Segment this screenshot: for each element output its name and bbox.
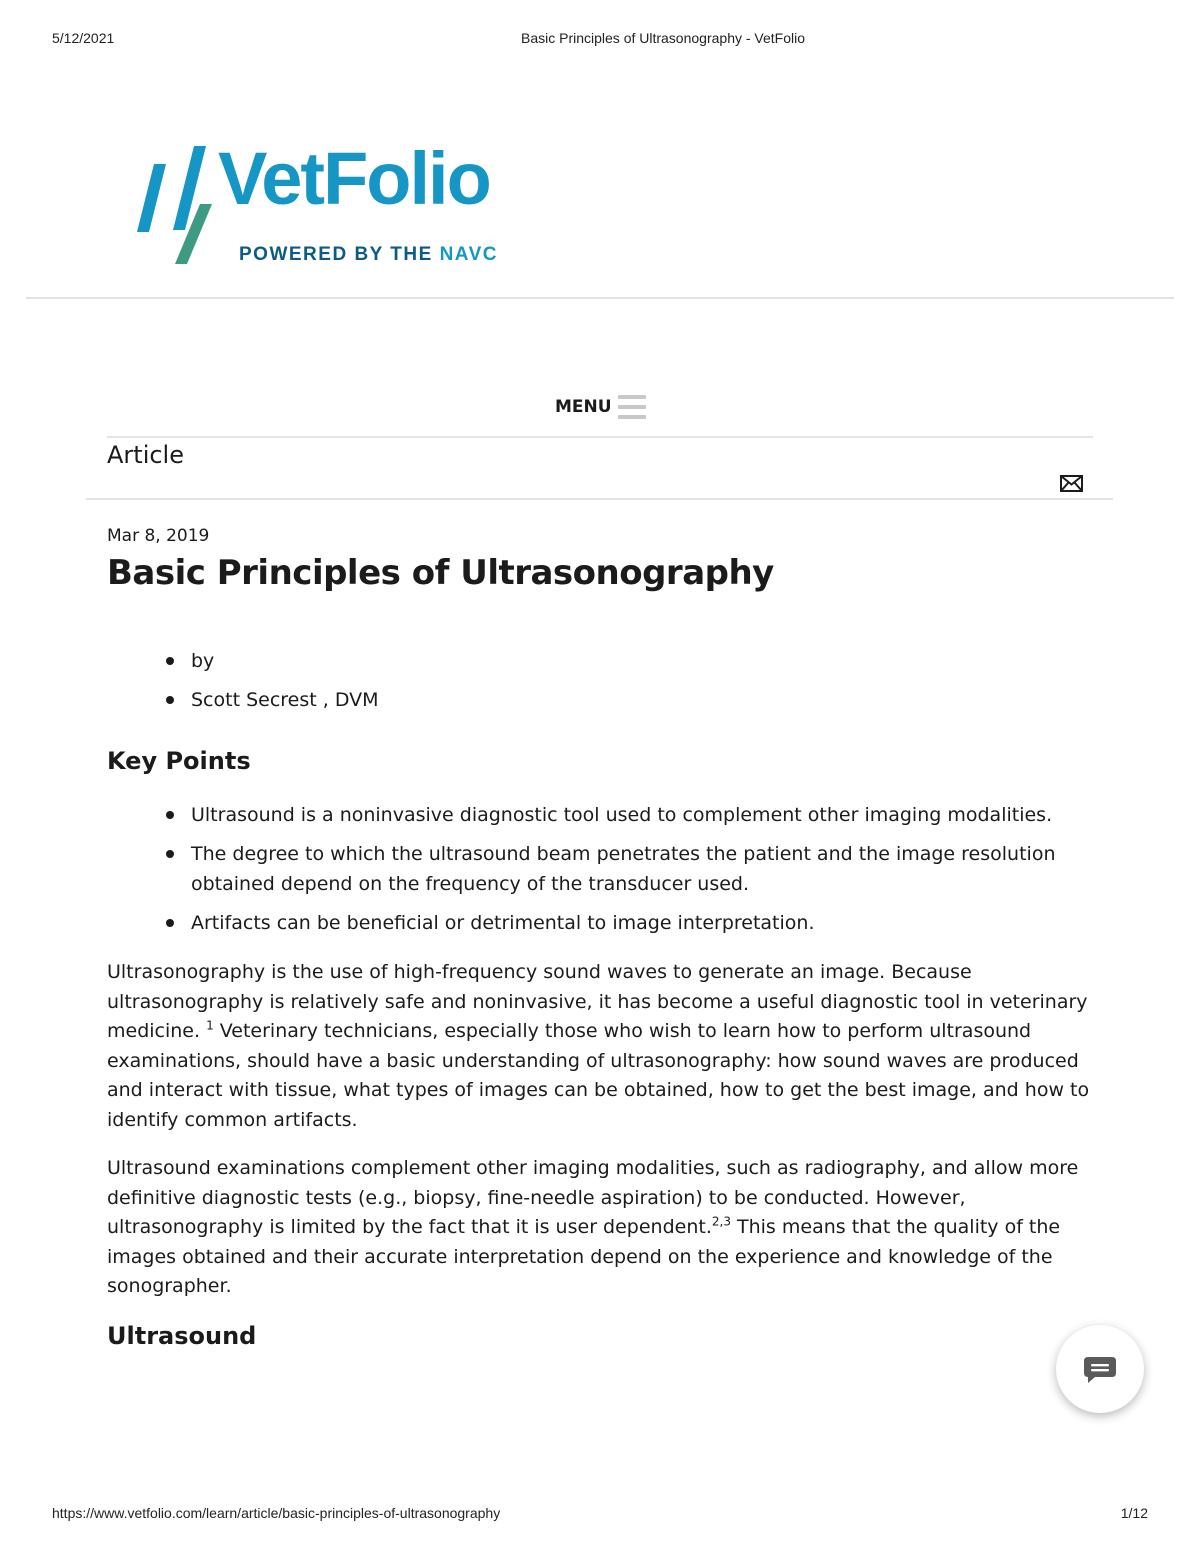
body-paragraph	[107, 958, 1097, 1136]
body-paragraph	[107, 1154, 1097, 1302]
chat-button[interactable]	[1056, 1325, 1144, 1413]
chat-icon	[1083, 1356, 1117, 1384]
reference-link[interactable]: 1	[206, 1018, 214, 1033]
key-point-item: Ultrasound is a noninvasive diagnostic tool used to complement other imaging modalities.	[166, 800, 1066, 830]
section-heading: Ultrasound	[107, 1322, 257, 1350]
logo-slash-mark-icon	[136, 144, 216, 269]
paragraph-text: This means that the quality of the images obtained and their accurate interpretation depend on the experience and knowledge of the sonographer.	[107, 1216, 1061, 1298]
article-date: Mar 8, 2019	[107, 526, 210, 546]
vetfolio-logo[interactable]	[136, 137, 546, 269]
print-page-number: 1/12	[1120, 1505, 1148, 1521]
print-title: Basic Principles of Ultrasonography - VetFolio	[520, 30, 806, 46]
logo-tagline-brand: NAVC	[439, 244, 498, 265]
paragraph-text: Ultrasonography is the use of high-frequency sound waves to generate an image. Because ultrasonography is relatively safe and noninvasive, it has become a useful diagnostic tool in veterinary medicine.	[107, 961, 1088, 1043]
logo-tagline-prefix: POWERED BY THE	[239, 244, 433, 265]
print-header	[0, 30, 1200, 50]
print-url: https://www.vetfolio.com/learn/article/basic-principles-of-ultrasonography	[52, 1505, 501, 1521]
logo-tagline	[239, 244, 498, 266]
section-label: Article	[107, 441, 184, 469]
hamburger-icon	[618, 395, 646, 419]
key-point-item: Artifacts can be beneficial or detrimental to image interpretation.	[166, 908, 1066, 938]
key-points-list	[166, 800, 1066, 947]
article-divider	[86, 498, 1113, 500]
header-divider	[26, 297, 1174, 299]
print-footer	[0, 1505, 1200, 1525]
menu-label: MENU	[555, 397, 612, 417]
author-list	[166, 650, 379, 728]
paragraph-text: Ultrasound examinations complement other imaging modalities, such as radiography, and allow more definitive diagnostic tests (e.g., biopsy, fine-needle aspiration) to be conducted. However, ultrasonography is limited by the fact that it is user dependent.	[107, 1157, 1079, 1239]
reference-link[interactable]: 2,3	[711, 1214, 731, 1229]
menu-divider	[107, 436, 1093, 438]
menu-button[interactable]	[555, 395, 646, 419]
paragraph-text: Veterinary technicians, especially those who wish to learn how to perform ultrasound examinations, should have a basic understanding of ultrasonography: how sound waves are produced and interact with tissue, what types of images can be obtained, how to get the best image, and how to identify common artifacts.	[107, 1020, 1090, 1131]
print-date: 5/12/2021	[52, 30, 115, 46]
logo-wordmark: VetFolio	[218, 137, 490, 220]
author-name[interactable]: Scott Secrest , DVM	[166, 689, 379, 711]
key-points-heading: Key Points	[107, 747, 251, 775]
article-title: Basic Principles of Ultrasonography	[107, 553, 774, 593]
key-point-item: The degree to which the ultrasound beam penetrates the patient and the image resolution obtained depend on the frequency of the transducer used.	[166, 839, 1066, 899]
mail-icon[interactable]	[1060, 475, 1083, 492]
author-byline: by	[166, 650, 379, 672]
